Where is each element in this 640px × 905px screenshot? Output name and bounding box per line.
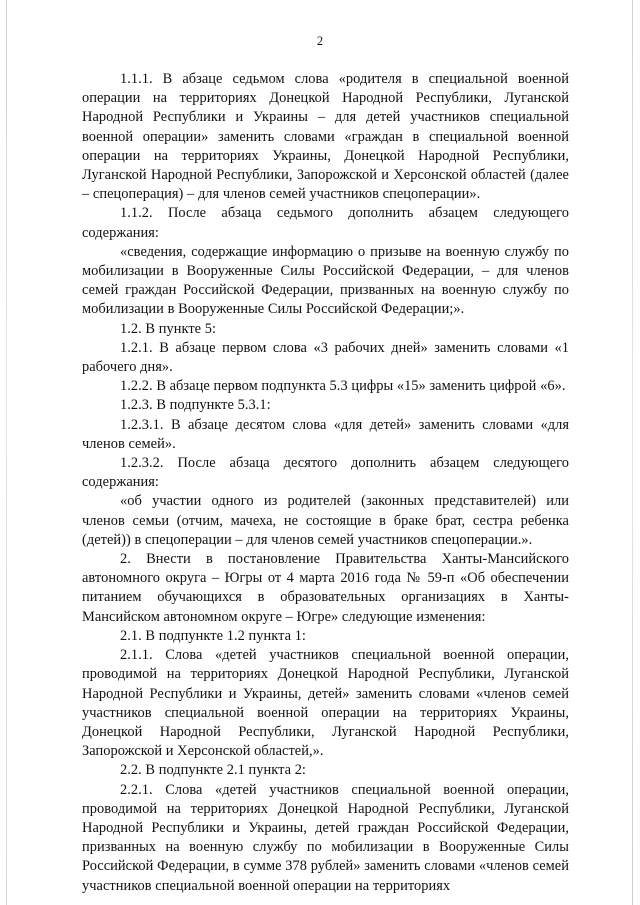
page-number: 2	[316, 34, 324, 48]
paragraph-2-2: 2.2. В подпункте 2.1 пункта 2:	[120, 762, 306, 779]
paragraph-1-2-3-1: 1.2.3.1. В абзаце десятом слова «для детей» заменить словами «для членов семей».	[82, 416, 569, 452]
scan-edge-left	[6, 0, 7, 905]
paragraph-2: 2. Внести в постановление Правительства Ханты-Мансийского автономного округа – Югры от 4 марта 2016 года № 59-п «Об обеспечении питанием обучающихся в образовательных организациях в Ханты-Мансийском автономном округе – Югре» следующие изменения:	[82, 551, 569, 625]
paragraph-2-1: 2.1. В подпункте 1.2 пункта 1:	[120, 627, 306, 644]
document-body	[82, 70, 569, 896]
paragraph-2-2-1: 2.2.1. Слова «детей участников специальной военной операции, проводимой на территориях Донецкой Народной Республики, Луганской Народной Республики и Украины, детей граждан Российской Федерации, призванных на военную службу по мобилизации в Вооруженные Силы Российской Федерации, в сумме 378 рублей» заменить словами «членов семей участников специальной военной операции на территориях	[82, 781, 569, 894]
paragraph-1-2-2: 1.2.2. В абзаце первом подпункта 5.3 цифры «15» заменить цифрой «6».	[120, 378, 566, 395]
paragraph-1-1-1: 1.1.1. В абзаце седьмом слова «родителя в специальной военной операции на территориях Донецкой Народной Республики, Луганской Народной Республики и Украины – для детей участников специальной военной операции» заменить словами «граждан в специальной военной операции на территориях Украины, Донецкой Народной Республики, Луганской Народной Республики, Запорожской и Херсонской областей (далее – спецоперация) – для членов семей участников спецоперации».	[82, 71, 569, 203]
paragraph-quote-parents: «об участии одного из родителей (законных представителей) или членов семьи (отчим, мачеха, не состоящие в браке брат, сестра ребенка (детей)) в спецоперации – для членов семей участников спецоперации.».	[82, 493, 569, 548]
paragraph-2-1-1: 2.1.1. Слова «детей участников специальной военной операции, проводимой на территориях Донецкой Народной Республики, Луганской Народной Республики и Украины, детей» заменить словами «членов семей участников специальной военной операции на территориях Украины, Донецкой Народной Республики, Луганской Народной Республики, Запорожской и Херсонской областей,».	[82, 647, 569, 760]
paragraph-1-2-3: 1.2.3. В подпункте 5.3.1:	[120, 397, 271, 414]
paragraph-1-2-3-2: 1.2.3.2. После абзаца десятого дополнить абзацем следующего содержания:	[82, 455, 569, 491]
paragraph-quote-mobilization: «сведения, содержащие информацию о призыве на военную службу по мобилизации в Вооруженные Силы Российской Федерации, – для членов семей граждан Российской Федерации, призванных на военную службу по мобилизации в Вооруженные Силы Российской Федерации;».	[82, 243, 569, 318]
paragraph-1-2-1: 1.2.1. В абзаце первом слова «3 рабочих дней» заменить словами «1 рабочего дня».	[82, 339, 569, 376]
paragraph-1-2: 1.2. В пункте 5:	[120, 320, 217, 337]
paragraph-1-1-2: 1.1.2. После абзаца седьмого дополнить абзацем следующего содержания:	[82, 205, 569, 241]
scan-edge-right	[632, 0, 633, 905]
